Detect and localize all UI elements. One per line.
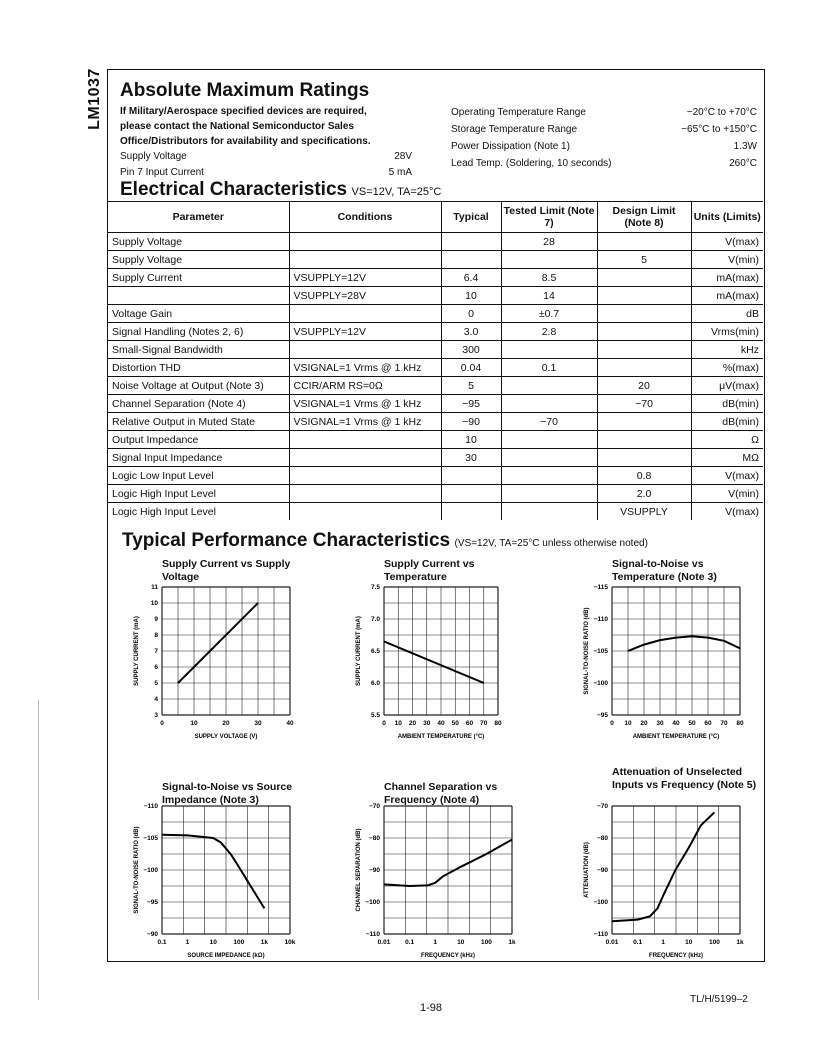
page-number: 1-98 [420,1002,443,1014]
figure-code: TL/H/5199–2 [690,994,748,1005]
y-tick-label: −95 [146,899,158,906]
y-tick-label: −90 [146,931,158,938]
x-tick-label: 100 [233,939,245,946]
table-cell: 6.4 [441,269,501,287]
ec-conditions: VS=12V, TA=25°C [351,186,442,198]
table-cell: Logic High Input Level [108,485,289,503]
table-cell: VSUPPLY=12V [289,323,441,341]
x-tick-label: 1 [185,939,190,946]
table-cell: %(max) [691,359,763,377]
table-cell: Ω [691,431,763,449]
table-cell: −95 [441,395,501,413]
x-tick-label: 0 [382,720,386,727]
table-cell: VSIGNAL=1 Vrms @ 1 kHz [289,413,441,431]
table-cell: dB(min) [691,413,763,431]
table-cell: VSIGNAL=1 Vrms @ 1 kHz [289,395,441,413]
table-cell: Output Impedance [108,431,289,449]
x-tick-label: 80 [494,720,502,727]
table-cell: ±0.7 [501,305,597,323]
y-tick-label: 7 [154,648,158,655]
table-cell: Supply Current [108,269,289,287]
x-tick-label: 1 [661,939,666,946]
x-tick-label: 70 [480,720,488,727]
table-cell: Vrms(min) [691,323,763,341]
side-part-number: LM1037 [86,68,103,130]
table-cell: 2.8 [501,323,597,341]
amr-row: Power Dissipation (Note 1) 1.3W [451,141,757,152]
table-cell: VSUPPLY [597,503,691,521]
x-tick-label: 30 [656,720,664,727]
table-cell: V(min) [691,485,763,503]
x-tick-label: 10 [190,720,198,727]
x-tick-label: 80 [736,720,744,727]
column-header: Design Limit (Note 8) [597,202,691,233]
amr-row: Supply Voltage 28V [120,151,412,162]
x-tick-label: 10 [685,939,693,946]
tpc-conditions: (VS=12V, TA=25°C unless otherwise noted) [454,538,648,549]
y-axis-label: SUPPLY CURRENT (mA) [134,616,140,686]
amr-notice: If Military/Aerospace specified devices are required, please contact the National Semiconductor Sales Office/Distributors for availability and specifications. [120,106,371,147]
x-axis-label: FREQUENCY (kHz) [421,953,475,959]
table-cell: kHz [691,341,763,359]
table-cell: VSUPPLY=28V [289,287,441,305]
x-tick-label: 30 [254,720,262,727]
y-axis-label: ATTENUATION (dB) [584,842,590,898]
y-tick-label: −105 [593,648,608,655]
x-tick-label: 10k [284,939,296,946]
amr-row: Operating Temperature Range −20°C to +70°C [451,107,757,118]
y-axis-label: SIGNAL-TO-NOISE RATIO (dB) [584,607,590,695]
table-cell: V(max) [691,503,763,521]
table-cell: −70 [597,395,691,413]
amr-title: Absolute Maximum Ratings [120,80,370,101]
y-tick-label: 3 [154,712,158,719]
column-header: Conditions [289,202,441,233]
y-tick-label: 10 [150,600,158,607]
x-tick-label: 1k [260,939,269,946]
y-axis-label: SUPPLY CURRENT (mA) [356,616,362,686]
table-cell: dB(min) [691,395,763,413]
x-tick-label: 10 [394,720,402,727]
table-cell: Relative Output in Muted State [108,413,289,431]
y-tick-label: −105 [143,835,158,842]
table-cell: MΩ [691,449,763,467]
graph-title-5: Channel Separation vs Frequency (Note 4) [384,781,498,806]
column-header: Tested Limit (Note 7) [501,202,597,233]
y-tick-label: 4 [154,696,158,703]
x-tick-label: 60 [465,720,474,727]
y-tick-label: −95 [596,712,608,719]
column-header: Units (Limits) [691,202,763,233]
table-cell: VSIGNAL=1 Vrms @ 1 kHz [289,359,441,377]
table-cell: 3.0 [441,323,501,341]
y-tick-label: −70 [596,803,608,810]
table-cell: V(max) [691,467,763,485]
x-tick-label: 40 [286,720,294,727]
table-cell: 2.0 [597,485,691,503]
graph-title-6: Attenuation of Unselected Inputs vs Frequency (Note 5) [612,766,757,791]
x-tick-label: 0 [610,720,614,727]
x-tick-label: 0.1 [157,939,167,946]
y-tick-label: −110 [143,803,158,810]
table-cell: μV(max) [691,377,763,395]
x-axis-label: AMBIENT TEMPERATURE (°C) [397,734,485,740]
table-cell: 0.8 [597,467,691,485]
y-tick-label: 5.5 [370,712,380,719]
table-cell: −70 [501,413,597,431]
table-cell: 5 [441,377,501,395]
table-cell: 0.1 [501,359,597,377]
x-tick-label: 0.1 [633,939,643,946]
data-series-line [178,603,258,683]
table-cell: 5 [597,251,691,269]
x-tick-label: 20 [408,720,417,727]
y-tick-label: 9 [154,616,158,623]
data-series-line [384,641,484,683]
table-cell: 8.5 [501,269,597,287]
x-tick-label: 1k [508,939,516,946]
y-tick-label: −110 [593,931,608,938]
x-axis-label: AMBIENT TEMPERATURE (°C) [632,734,720,740]
table-cell: 14 [501,287,597,305]
y-tick-label: −100 [593,899,608,906]
y-tick-label: 7.0 [370,616,380,623]
y-tick-label: −80 [368,835,380,842]
x-tick-label: 10 [457,939,465,946]
amr-row: Storage Temperature Range −65°C to +150°C [451,124,757,135]
table-cell: 28 [501,233,597,251]
y-tick-label: −110 [593,616,608,623]
table-cell: mA(max) [691,269,763,287]
table-cell: VSUPPLY=12V [289,269,441,287]
amr-row: Lead Temp. (Soldering, 10 seconds) 260°C [451,158,757,169]
x-tick-label: 50 [451,720,459,727]
x-tick-label: 1 [433,939,438,946]
column-header: Parameter [108,202,289,233]
x-tick-label: 100 [708,939,720,946]
graph-title-2: Supply Current vs Temperature [384,558,475,583]
y-axis-label: SIGNAL-TO-NOISE RATIO (dB) [134,826,140,914]
x-tick-label: 40 [672,720,680,727]
table-cell: 0.04 [441,359,501,377]
table-cell: Signal Input Impedance [108,449,289,467]
x-tick-label: 0 [160,720,164,727]
y-tick-label: 11 [151,584,158,591]
y-tick-label: 5 [154,680,158,687]
tpc-title: Typical Performance Characteristics [122,530,451,551]
table-cell: Logic Low Input Level [108,467,289,485]
x-tick-label: 0.01 [605,939,619,946]
table-cell: Supply Voltage [108,233,289,251]
x-tick-label: 0.1 [405,939,415,946]
y-tick-label: −90 [368,867,380,874]
table-cell: CCIR/ARM RS=0Ω [289,377,441,395]
x-tick-label: 60 [704,720,712,727]
y-tick-label: 6 [154,664,158,671]
table-cell: 20 [597,377,691,395]
x-axis-label: SUPPLY VOLTAGE (V) [194,734,258,740]
table-cell: Distortion THD [108,359,289,377]
table-cell: Voltage Gain [108,305,289,323]
y-tick-label: 8 [154,632,158,639]
table-cell: dB [691,305,763,323]
table-cell: 30 [441,449,501,467]
y-tick-label: 7.5 [370,584,380,591]
x-tick-label: 20 [640,720,648,727]
data-series-line [162,835,264,909]
table-cell: 10 [441,431,501,449]
y-tick-label: −100 [365,899,380,906]
table-cell: V(max) [691,233,763,251]
data-series-line [612,812,714,921]
data-series-line [628,636,740,651]
table-cell: 300 [441,341,501,359]
x-axis-label: FREQUENCY (kHz) [649,953,703,959]
x-axis-label: SOURCE IMPEDANCE (kΩ) [187,953,265,959]
table-cell: Signal Handling (Notes 2, 6) [108,323,289,341]
column-header: Typical [441,202,501,233]
x-tick-label: 1k [736,939,744,946]
table-cell: Channel Separation (Note 4) [108,395,289,413]
y-tick-label: −110 [365,931,380,938]
y-tick-label: −90 [596,867,608,874]
table-cell: 10 [441,287,501,305]
y-tick-label: 6.5 [370,648,380,655]
x-tick-label: 0.01 [377,939,391,946]
x-tick-label: 50 [688,720,696,727]
x-tick-label: 10 [209,939,217,946]
table-cell: −90 [441,413,501,431]
table-cell: Noise Voltage at Output (Note 3) [108,377,289,395]
graph-title-1: Supply Current vs Supply Voltage [162,558,291,583]
y-tick-label: −100 [593,680,608,687]
ec-title: Electrical Characteristics [120,179,348,200]
x-tick-label: 100 [480,939,492,946]
x-tick-label: 70 [720,720,728,727]
x-tick-label: 10 [624,720,632,727]
amr-row: Pin 7 Input Current 5 mA [120,167,412,178]
table-cell: Supply Voltage [108,251,289,269]
x-tick-label: 40 [437,720,445,727]
x-tick-label: 30 [423,720,431,727]
y-tick-label: −80 [596,835,608,842]
table-cell: Small-Signal Bandwidth [108,341,289,359]
table-cell: mA(max) [691,287,763,305]
y-tick-label: −115 [593,584,608,591]
table-cell: Logic High Input Level [108,503,289,521]
table-cell: V(min) [691,251,763,269]
y-tick-label: −100 [143,867,158,874]
y-axis-label: CHANNEL SEPARATION (dB) [356,828,362,912]
x-tick-label: 20 [222,720,230,727]
graph-title-4: Signal-to-Noise vs Source Impedance (Note 3) [162,781,293,806]
y-tick-label: −70 [368,803,380,810]
table-cell: 0 [441,305,501,323]
graph-title-3: Signal-to-Noise vs Temperature (Note 3) [612,558,717,583]
y-tick-label: 6.0 [370,680,380,687]
